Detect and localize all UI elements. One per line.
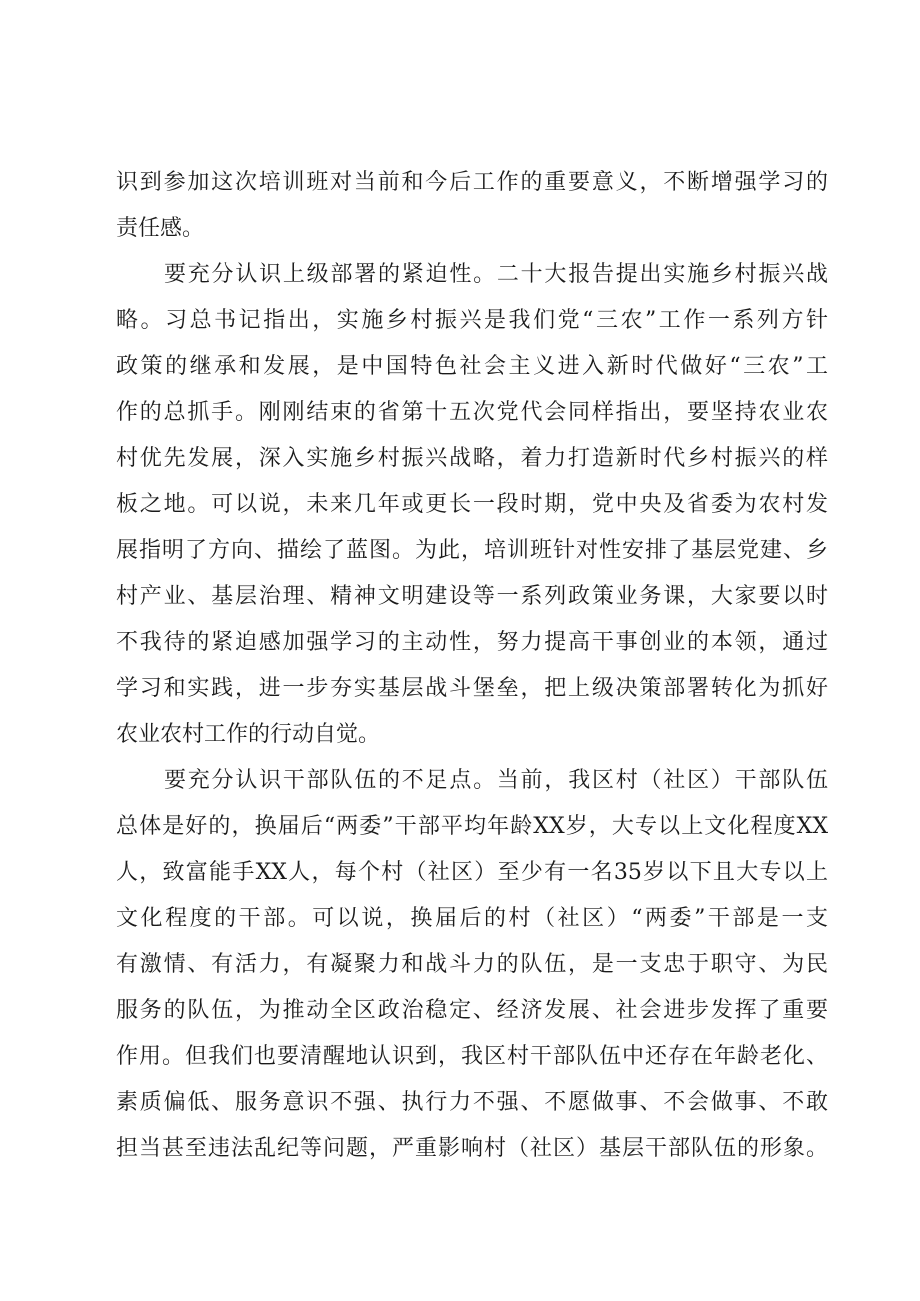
text-line: 不我待的紧迫感加强学习的主动性，努力提高干事创业的本领，通过 — [116, 630, 828, 655]
text-line: 村优先发展，深入实施乡村振兴战略，着力打造新时代乡村振兴的样 — [116, 446, 828, 471]
text-line: 服务的队伍，为推动全区政治稳定、经济发展、社会进步发挥了重要 — [116, 998, 828, 1023]
text-line: 文化程度的干部。可以说，换届后的村（社区）“两委”干部是一支 — [116, 906, 828, 931]
text-line: 学习和实践，进一步夯实基层战斗堡垒，把上级决策部署转化为抓好 — [116, 676, 828, 701]
text-line: 村产业、基层治理、精神文明建设等一系列政策业务课，大家要以时 — [116, 584, 828, 609]
text-line: 展指明了方向、描绘了蓝图。为此，培训班针对性安排了基层党建、乡 — [116, 538, 828, 563]
paragraph-first-line: 要充分认识干部队伍的不足点。当前，我区村（社区）干部队伍 — [164, 768, 828, 793]
text-line: 责任感。 — [116, 216, 205, 241]
paragraph-first-line: 要充分认识上级部署的紧迫性。二十大报告提出实施乡村振兴战 — [164, 262, 828, 287]
text-line: 农业农村工作的行动自觉。 — [116, 722, 381, 747]
text-line: 素质偏低、服务意识不强、执行力不强、不愿做事、不会做事、不敢 — [116, 1090, 828, 1115]
text-line: 板之地。可以说，未来几年或更长一段时期，党中央及省委为农村发 — [116, 492, 828, 517]
text-line: 作用。但我们也要清醒地认识到，我区村干部队伍中还存在年龄老化、 — [116, 1044, 828, 1069]
text-line: 识到参加这次培训班对当前和今后工作的重要意义，不断增强学习的 — [116, 170, 828, 195]
text-line: 人，致富能手XX人，每个村（社区）至少有一名35岁以下且大专以上 — [116, 860, 828, 885]
text-line: 担当甚至违法乱纪等问题，严重影响村（社区）基层干部队伍的形象。 — [116, 1136, 828, 1161]
text-line: 有激情、有活力，有凝聚力和战斗力的队伍，是一支忠于职守、为民 — [116, 952, 828, 977]
text-line: 作的总抓手。刚刚结束的省第十五次党代会同样指出，要坚持农业农 — [116, 400, 828, 425]
text-line: 略。习总书记指出，实施乡村振兴是我们党“三农”工作一系列方针 — [116, 308, 828, 333]
text-line: 总体是好的，换届后“两委”干部平均年龄XX岁，大专以上文化程度XX — [116, 814, 828, 839]
text-line: 政策的继承和发展，是中国特色社会主义进入新时代做好“三农”工 — [116, 354, 828, 379]
